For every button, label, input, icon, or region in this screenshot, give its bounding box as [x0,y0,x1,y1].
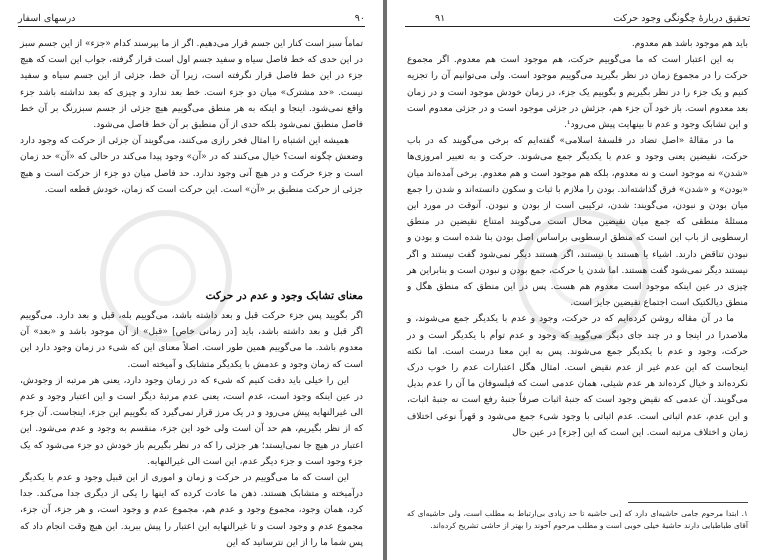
paragraph: ما در مقالهٔ «اصل تضاد در فلسفهٔ اسلامی» گفته‌ایم که برخی می‌گویند که در باب حرکت، نقیضین یعنی وجود و عدم با یکدیگر جمع می‌شوند. حرکت و به تعبیر امروزی‌ها «شدن» نه موجود است و نه معدوم، بلکه هم موجود است و هم معدوم. برخی آمده‌اند میان «بودن» و «شدن» فرق گذاشته‌اند. بودن را ملازم با ثبات و سکون دانسته‌اند و شدن را جمع میان بودن و نبودن، می‌گویند: شدن، ترکیبی است از بودن و نبودن. آنوقت در مورد این مسئلهٔ منطقی که جمع میان نقیضین محال است می‌گویند امتناع نقیضین در منطق ارسطویی از باب این است که منطق ارسطویی براساس اصل بودن بنا شده است و بودن و نبودن تناقض دارند. اشیاء یا هستند یا نیستند، اگر هستند دیگر نمی‌شود گفت نیستند و اگر نیستند دیگر نمی‌شود گفت هستند. اما شدن یا حرکت، جمع بودن و نبودن است و بنابراین هر چیزی در عین اینکه موجود است معدوم هم هست. پس در این منطق که منطق هگل و منطق دیالکتیک است اجتماع نقیضین جایز است. [407,136,748,309]
paragraph: به این اعتبار است که ما می‌گوییم حرکت، هم موجود است هم معدوم. اگر مجموع حرکت را در مجموع زمان در نظر بگیرید می‌گوییم موجود است. ولی می‌توانیم آن را تجزیه کنیم و یک جزء را در نظر بگیریم و بگوییم یک جزء، در زمان خودش موجود است و در زمان بعد معدوم است. باز خود آن جزء هم، جزئش در جزئی موجود است و در جزئی معدوم است و این تشابک وجود و عدم تا بینهایت پیش می‌رود¹. [407,55,748,131]
right-page [387,0,768,560]
right-page-body [407,36,748,441]
right-page-header [405,10,750,27]
paragraph: تماماً سبز است کنار این جسم قرار می‌دهیم. اگر از ما بپرسند کدام «جزء» از این جسم سبز در این حدی که خط فاصل سیاه و سفید جسم اول است قرار گرفته، جواب این است که هیچ جزء در این خط فاصل قرار نگرفته است، زیرا آن خط، جزئی از این جسم سیاه و سفید نیست. «حد مشترک» میان دو جزء است. خط بعد ندارد و چیزی که بعد نداشته باشد جزء واقع نمی‌شود. اینجا و اینکه به هر منطق می‌گوییم هیچ جزئی از جسم سبزرنگ بر آن خط فاصل منطبق نمی‌شود بلکه حدی از آن منطبق بر آن خط فاصل می‌شود. [20,39,363,131]
left-page-number: ۹۰ [354,13,365,24]
left-page [0,0,383,560]
paragraph: همیشه این اشتباه را امثال فخر رازی می‌کنند، می‌گویند آن جزئی از حرکت که وجود دارد وضعش چگونه است؟ خیال می‌کنند که در «آن» وجود پیدا می‌کند در حالی که «آن» حد زمان است و جزء حرکت و در هیچ آنی وجود ندارد. حد فاصل میان دو جزء از حرکت است و هیچ جزئی از حرکت منطبق بر «آن» است. این حرکت است که زمان، خودش قطعه است. [20,136,363,195]
footnote: ۱. ابتدا مرحوم جامی حاشیه‌ای دارد که [بی حاشیه تا حد زیادی بی‌ارتباط به مطلب است، ولی حاشیه‌ای که آقای طباطبایی دارند حاشیهٔ خیلی خوبی است و مطلب مرحوم آخوند را بهتر از حاشی تشریح کرده‌اند. [407,509,748,530]
paragraph: این را خیلی باید دقت کنیم که شیء که در زمان وجود دارد، یعنی هر مرتبه از وجودش، در عین اینکه وجود است، عدم است، یعنی عدم مرتبهٔ دیگر است و این اعتبار وجود و عدم الی غیرالنهایه پیش می‌رود و در یک مرز قرار نمی‌گیرد که بگوییم این جزء، اینجاست. آن جزء که از نظر بگیریم، هم حد آن است ولی خود این جزء، منقسم به وجود و عدم می‌شود. این اعتبار در هیچ جا نمی‌ایستد؛ هر جزئی را که در نظر بگیریم باز خودش دو جزء می‌شود که یک جزء وجود است و جزء دیگر عدم، این است الی غیرالنهایه. [20,375,363,467]
right-page-number: ۹۱ [435,13,446,24]
paragraph: ما در آن مقاله روشن کرده‌ایم که در حرکت، وجود و عدم با یکدیگر جمع می‌شوند، و ملاصدرا در اینجا و در چند جای دیگر می‌گوید که وجود و عدم توأم با یکدیگر است و در حرکت، وجود و عدم با یکدیگر جمع می‌شوند. پس به این معنا درست است. اما نکته اینجاست که این عدم غیر از عدم نقیض است. امثال هگل اعتبارات عدم را خوب درک نکرده‌اند و خیال کرده‌اند هر عدم شیئی، همان عدمی است که فیلسوفان ما آن را عدم بدیل می‌گویند. آن عدمی که نقیض وجود است که جنبهٔ اثبات صرفاً جنبهٔ رفع است نه جنبهٔ اثبات، و این عدم، عدم اثباتی است. عدم اثباتی با وجود شیء جمع می‌شود و قهراً نوعی اختلاف زمان و اختلاف مرتبه است. این است که این [جزء] در عین حال [407,314,748,438]
section-heading: معنای تشابک وجود و عدم در حرکت [205,290,363,302]
left-page-body-top [20,36,363,198]
left-page-running-title: درسهای اسفار [18,13,76,24]
right-page-running-title: تحقیق دربارهٔ چگونگی وجود حرکت [613,13,750,24]
footnote-rule [628,502,748,503]
paragraph: اگر بگویید پس جزء حرکت قبل و بعد داشته باشد، می‌گوییم بله، قبل و بعد دارد. می‌گوییم اگر قبل و بعد داشته باشد، باید [در زمانی خاص] «قبل» از آن موجود باشد و «بعد» آن معدوم باشد. ما می‌گوییم همین طور است. اصلاً معنای این که شیء در زمان وجود دارد این است که زمان وجود و عدمش با یکدیگر متشابک و آمیخته است. [20,311,363,370]
left-page-header [18,10,365,27]
paragraph: این است که ما می‌گوییم در حرکت و زمان و اموری از این قبیل وجود و عدم با یکدیگر درآمیخته و متشابک هستند. ذهن ما عادت کرده که اینها را یکی از دیگری جدا می‌کند. جدا کرد، همان وجود، مجموع وجود و عدم هم، مجموع عدم و وجود است، و هر جزء، آن جزء، مجموع عدم و وجود است و تا غیرالنهایه این اعتبار را پیش ببرید. این هیچ وقت انجام داد که پس شما ما را از این نترسانید که این [20,473,363,548]
left-page-body-bottom [20,308,363,551]
paragraph: باید هم موجود باشد هم معدوم. [631,39,748,49]
